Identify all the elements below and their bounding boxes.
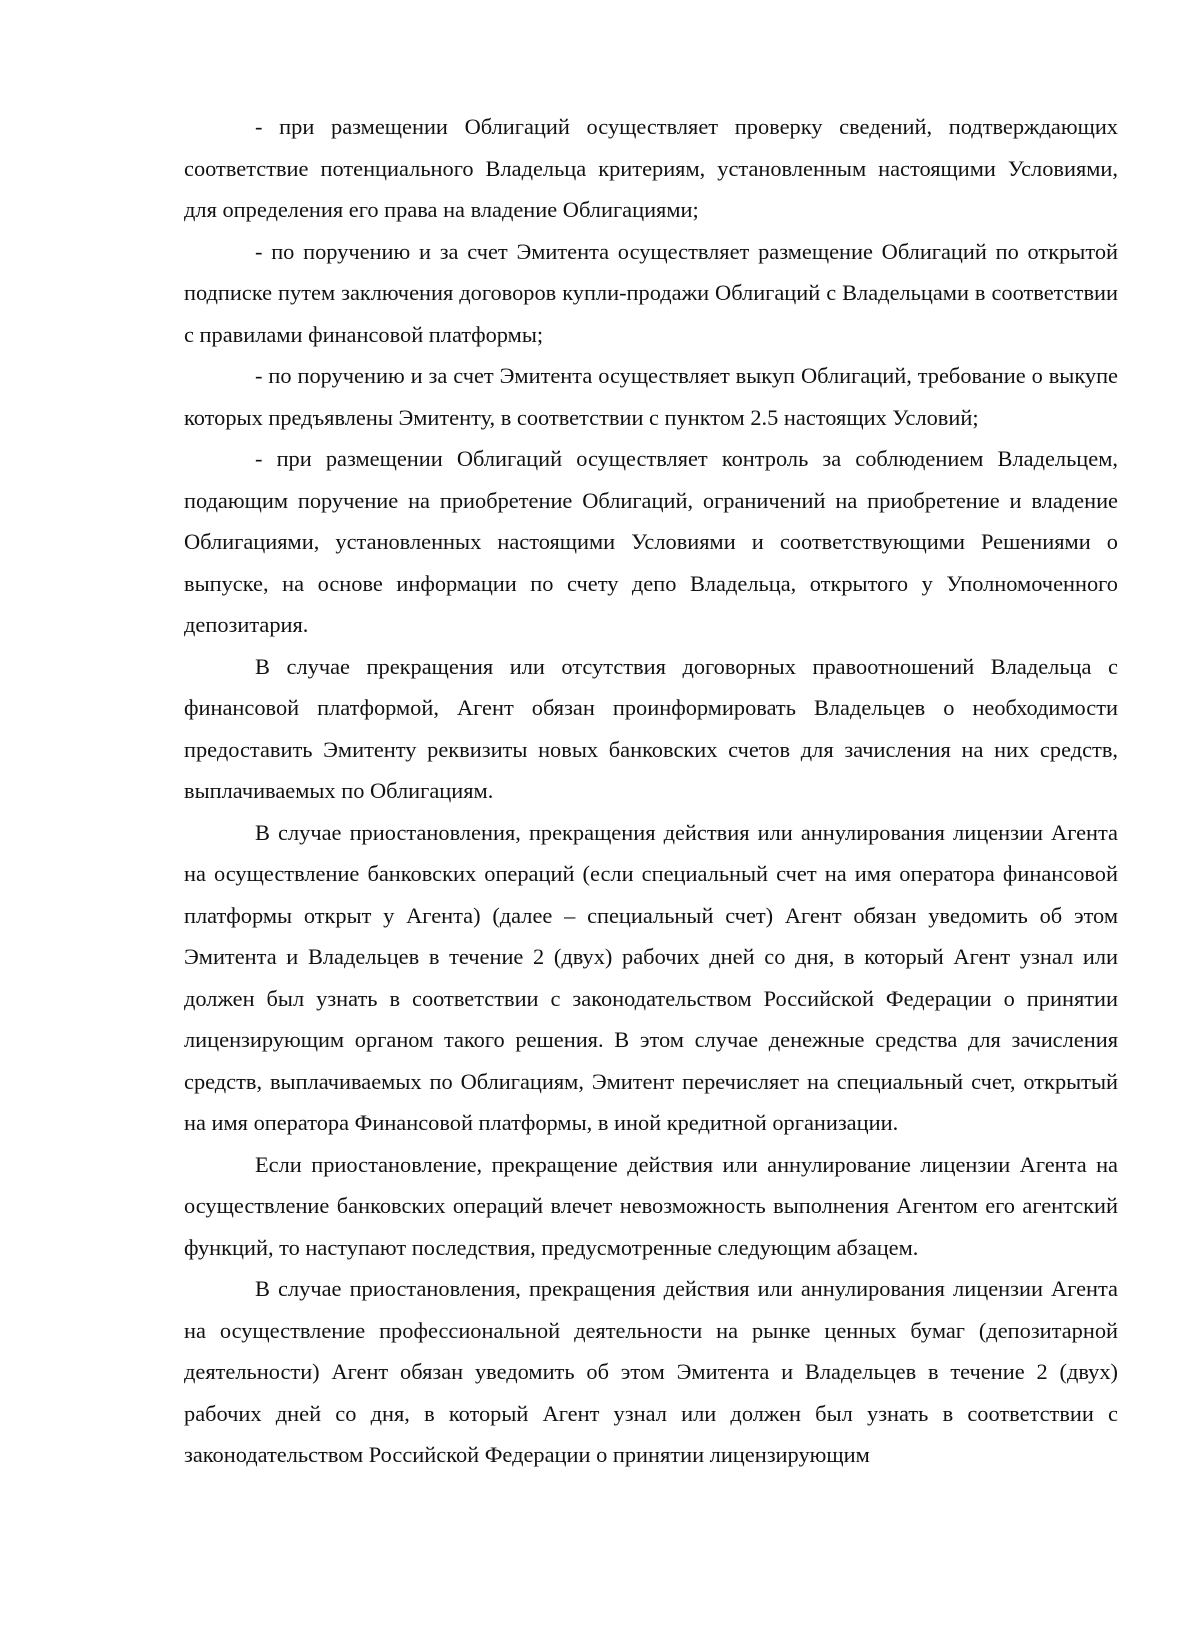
paragraph-termination-relations: В случае прекращения или отсутствия договорных правоотношений Владельца с финансовой платформой, Агент обязан проинформировать Владельцев о необходимости предоставить Эмитенту реквизиты новых банковских счетов для зачисления на них средств, выплачиваемых по Облигациям.: [184, 653, 1118, 803]
document-body: [184, 106, 1118, 1476]
paragraph-bullet-restrictions-control: - при размещении Облигаций осуществляет контроль за соблюдением Владельцем, подающим поручение на приобретение Облигаций, ограничений на приобретение и владение Облигациями, установленных настоящими Условиями и соответствующими Решениями о выпуске, на основе информации по счету депо Владельца, открытого у Уполномоченного депозитария.: [184, 446, 1118, 637]
paragraph-bullet-placement-check: - при размещении Облигаций осуществляет проверку сведений, подтверждающих соответствие потенциального Владельца критериям, установленным настоящими Условиями, для определения его права на владение Облигациями;: [184, 114, 1118, 222]
paragraph-agent-function-impossibility: Если приостановление, прекращение действия или аннулирование лицензии Агента на осуществление банковских операций влечет невозможность выполнения Агентом его агентский функций, то наступают последствия, предусмотренные следующим абзацем.: [184, 1151, 1118, 1260]
paragraph-banking-license-suspension: В случае приостановления, прекращения действия или аннулирования лицензии Агента на осуществление банковских операций (если специальный счет на имя оператора финансовой платформы открыт у Агента) (далее – специальный счет) Агент обязан уведомить об этом Эмитента и Владельцев в течение 2 (двух) рабочих дней со дня, в который Агент узнал или должен был узнать в соответствии с законодательством Российской Федерации о принятии лицензирующим органом такого решения. В этом случае денежные средства для зачисления средств, выплачиваемых по Облигациям, Эмитент перечисляет на специальный счет, открытый на имя оператора Финансовой платформы, в иной кредитной организации.: [184, 819, 1118, 1135]
paragraph-bullet-placement-subscription: - по поручению и за счет Эмитента осуществляет размещение Облигаций по открытой подписке путем заключения договоров купли-продажи Облигаций с Владельцами в соответствии с правилами финансовой платформы;: [184, 238, 1118, 347]
paragraph-depository-license-suspension: В случае приостановления, прекращения действия или аннулирования лицензии Агента на осуществление профессиональной деятельности на рынке ценных бумаг (депозитарной деятельности) Агент обязан уведомить об этом Эмитента и Владельцев в течение 2 (двух) рабочих дней со дня, в который Агент узнал или должен был узнать в соответствии с законодательством Российской Федерации о принятии лицензирующим: [184, 1276, 1118, 1467]
paragraph-bullet-buyback: - по поручению и за счет Эмитента осуществляет выкуп Облигаций, требование о выкупе которых предъявлены Эмитенту, в соответствии с пунктом 2.5 настоящих Условий;: [184, 363, 1118, 430]
